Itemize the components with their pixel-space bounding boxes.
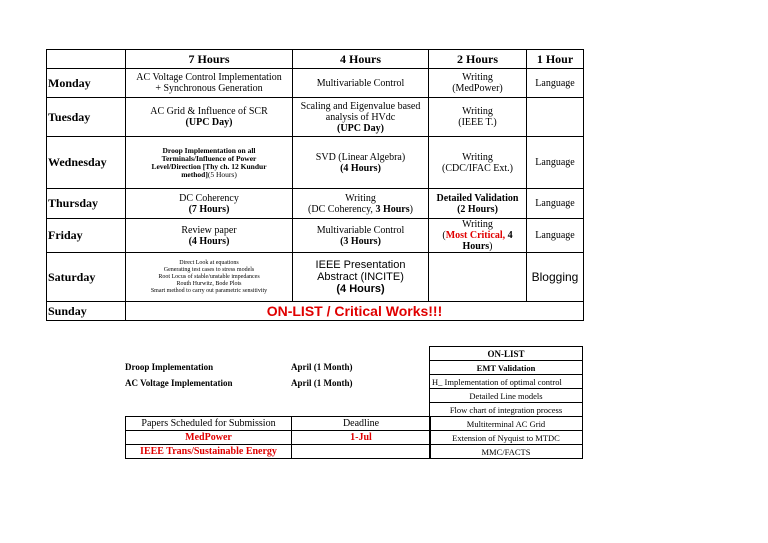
day-saturday: Saturday (47, 253, 126, 302)
thursday-4h-close: ) (409, 203, 413, 215)
friday-4h-line2: (3 Hours) (340, 235, 381, 247)
onlist-item-line-models: Detailed Line models (430, 389, 583, 403)
friday-2h-num: 4 (507, 230, 513, 241)
onlist-item-optimal-control: H_ Implementation of optimal control (430, 375, 583, 389)
saturday-2h (429, 253, 527, 302)
papers-submission-table (125, 416, 431, 459)
row-thursday (47, 189, 584, 219)
thursday-2h (429, 189, 527, 219)
friday-7h-line2: (4 Hours) (188, 235, 230, 247)
onlist-item-mmc: MMC/FACTS (430, 445, 583, 459)
day-thursday: Thursday (47, 189, 126, 219)
monday-7h-line1: AC Voltage Control Implementation (136, 72, 282, 83)
tuesday-4h-line1: Scaling and Eigenvalue based (300, 100, 421, 112)
thursday-7h-line2: (7 Hours) (188, 203, 230, 215)
friday-7h (126, 219, 293, 253)
row-sunday (47, 302, 584, 321)
tuesday-2h-line2: (IEEE T.) (458, 117, 497, 128)
onlist-item-ac-grid: Multiterminal AC Grid (430, 417, 583, 431)
thursday-7h (126, 189, 293, 219)
friday-2h-critical: Most Critical, (445, 230, 506, 241)
tuesday-4h-line2: analysis of HVdc (325, 111, 396, 123)
saturday-7h-line2: Generating test cases to stress models (163, 266, 255, 273)
papers-header-deadline: Deadline (292, 417, 431, 431)
papers-row (126, 445, 431, 459)
wednesday-7h-line1: Droop Implementation on all (162, 145, 256, 155)
saturday-7h-line3: Root Locus of stable/unstable impedances (158, 273, 260, 280)
thursday-4h-line2 (295, 204, 426, 215)
impl-droop-time: April (1 Month) (291, 362, 353, 372)
saturday-1h: Blogging (527, 253, 584, 302)
wednesday-7h-method: method] (181, 169, 208, 179)
friday-2h-line1: Writing (462, 219, 493, 230)
row-wednesday (47, 137, 584, 189)
wednesday-7h-line2: Terminals/Influence of Power (161, 153, 257, 163)
friday-7h-line1: Review paper (181, 224, 237, 236)
saturday-4h-line1: IEEE Presentation (315, 259, 406, 271)
row-friday (47, 219, 584, 253)
saturday-4h (293, 253, 429, 302)
paper-medpower-deadline: 1-Jul (292, 431, 431, 445)
monday-2h-line1: Writing (462, 72, 493, 83)
day-friday: Friday (47, 219, 126, 253)
thursday-7h-line1: DC Coherency (179, 192, 239, 204)
thursday-4h-line1: Writing (345, 192, 376, 204)
corner-cell (47, 50, 126, 69)
friday-2h (429, 219, 527, 253)
tuesday-4h-line3: (UPC Day) (337, 122, 384, 134)
row-tuesday (47, 98, 584, 137)
thursday-4h-hours: 3 Hours (375, 203, 410, 215)
friday-2h-hours: Hours (462, 241, 490, 252)
header-7-hours: 7 Hours (126, 50, 293, 69)
wednesday-7h-line3: Level/Direction [Thy ch. 12 Kundur (151, 161, 267, 171)
monday-4h: Multivariable Control (293, 69, 429, 98)
header-1-hour: 1 Hour (527, 50, 584, 69)
wednesday-1h: Language (527, 137, 584, 189)
thursday-4h (293, 189, 429, 219)
wednesday-2h-line2: (CDC/IFAC Ext.) (442, 162, 513, 174)
saturday-7h-line1: Direct Look at equations (179, 259, 239, 266)
thursday-4h-topic: (DC Coherency, (308, 203, 376, 215)
tuesday-7h (126, 98, 293, 137)
onlist-item-flow-chart: Flow chart of integration process (430, 403, 583, 417)
row-monday (47, 69, 584, 98)
monday-7h (126, 69, 293, 98)
tuesday-2h-line1: Writing (462, 106, 493, 117)
tuesday-4h (293, 98, 429, 137)
day-sunday: Sunday (47, 302, 126, 321)
onlist-table (429, 346, 583, 459)
header-2-hours: 2 Hours (429, 50, 527, 69)
impl-ac-voltage-time: April (1 Month) (291, 378, 353, 388)
day-wednesday: Wednesday (47, 137, 126, 189)
monday-1h: Language (527, 69, 584, 98)
sunday-onlist-note: ON-LIST / Critical Works!!! (126, 302, 584, 321)
onlist-item-emt: EMT Validation (430, 361, 583, 375)
header-4-hours: 4 Hours (293, 50, 429, 69)
monday-2h (429, 69, 527, 98)
saturday-4h-line3: (4 Hours) (336, 283, 385, 295)
friday-1h: Language (527, 219, 584, 253)
paper-medpower: MedPower (126, 431, 292, 445)
weekly-schedule-table (46, 49, 584, 321)
day-monday: Monday (47, 69, 126, 98)
onlist-item-nyquist: Extension of Nyquist to MTDC (430, 431, 583, 445)
tuesday-2h (429, 98, 527, 137)
friday-2h-line3: Hours) (462, 241, 493, 252)
saturday-7h (126, 253, 293, 302)
wednesday-4h-line2: (4 Hours) (340, 162, 381, 174)
day-tuesday: Tuesday (47, 98, 126, 137)
friday-4h (293, 219, 429, 253)
wednesday-4h-line1: SVD (Linear Algebra) (315, 151, 406, 163)
tuesday-7h-line2: (UPC Day) (185, 117, 233, 128)
wednesday-2h-line1: Writing (462, 151, 493, 163)
friday-2h-line2: (Most Critical, 4 (442, 230, 513, 241)
papers-header-row (126, 417, 431, 431)
paper-ieee-trans-deadline (292, 445, 431, 459)
tuesday-7h-line1: AC Grid & Influence of SCR (150, 106, 268, 117)
tuesday-1h (527, 98, 584, 137)
thursday-2h-line2: (2 Hours) (457, 203, 498, 215)
wednesday-2h (429, 137, 527, 189)
monday-7h-line2: + Synchronous Generation (155, 83, 263, 94)
paper-ieee-trans: IEEE Trans/Sustainable Energy (126, 445, 292, 459)
monday-2h-line2: (MedPower) (452, 83, 503, 94)
papers-header-name: Papers Scheduled for Submission (126, 417, 292, 431)
wednesday-7h-hours: (5 Hours) (207, 169, 237, 179)
thursday-1h: Language (527, 189, 584, 219)
thursday-2h-line1: Detailed Validation (436, 192, 519, 204)
header-row (47, 50, 584, 69)
impl-ac-voltage-label: AC Voltage Implementation (125, 378, 233, 388)
wednesday-7h-line4 (128, 171, 290, 179)
saturday-7h-line4: Routh Hurwitz, Bode Plots (176, 280, 242, 287)
row-saturday (47, 253, 584, 302)
onlist-title: ON-LIST (430, 347, 583, 361)
wednesday-4h (293, 137, 429, 189)
papers-row (126, 431, 431, 445)
saturday-4h-line2: Abstract (INCITE) (317, 271, 404, 283)
wednesday-7h (126, 137, 293, 189)
impl-droop-label: Droop Implementation (125, 362, 214, 372)
saturday-7h-line5: Smart method to carry out parametric sensitivity (150, 287, 268, 294)
friday-4h-line1: Multivariable Control (316, 224, 405, 236)
